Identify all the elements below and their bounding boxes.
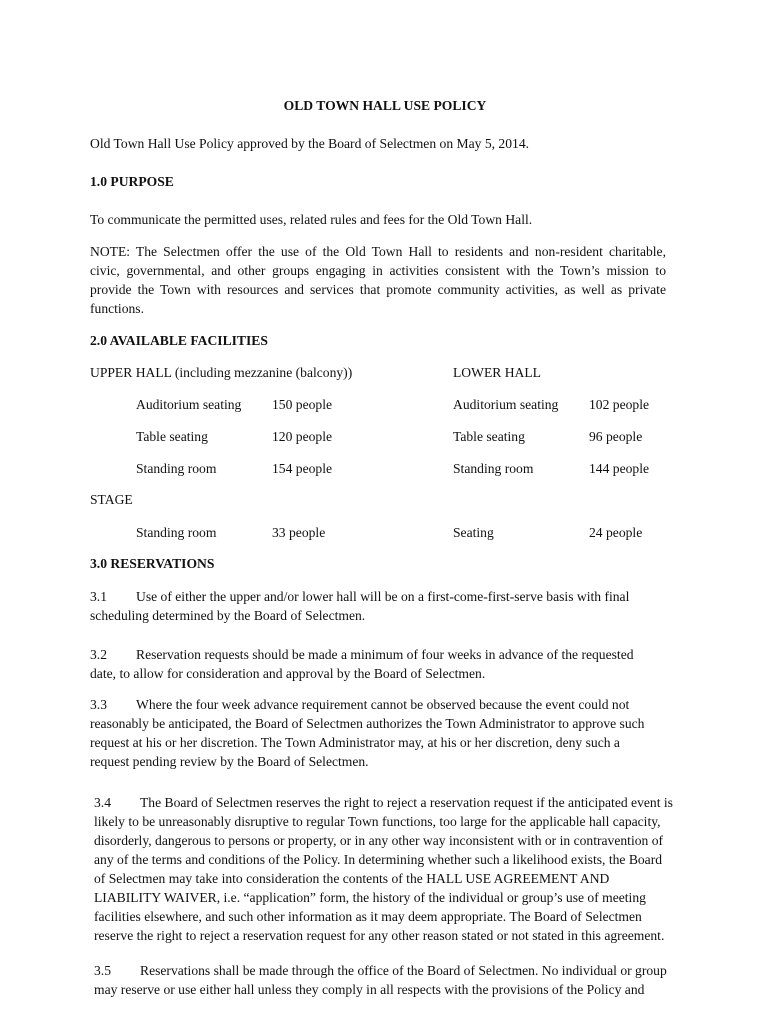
paragraph-3-2 — [90, 645, 670, 683]
paragraph-line: request at his or her discretion. The Town Administrator may, at his or her discretion, deny such a — [90, 735, 620, 750]
paragraph-line: likely to be unreasonably disruptive to regular Town functions, too large for the applicable hall capacity, — [94, 814, 661, 829]
paragraph-number: 3.4 — [94, 795, 111, 810]
paragraph-line: Where the four week advance requirement cannot be observed because the event could not — [136, 697, 630, 712]
section-heading-purpose: 1.0 PURPOSE — [90, 174, 174, 189]
note-paragraph — [90, 242, 666, 318]
lower-row-value: 96 people — [589, 429, 643, 444]
paragraph-3-5 — [94, 961, 676, 999]
paragraph-line: any of the terms and conditions of the Policy. In determining whether such a likelihood exists, the Board — [94, 852, 663, 867]
stage-right-label: Seating — [453, 525, 494, 540]
section-heading-reservations: 3.0 RESERVATIONS — [90, 556, 215, 571]
lower-row-label: Table seating — [453, 429, 525, 444]
lower-row-label: Auditorium seating — [453, 397, 559, 412]
paragraph-line: facilities elsewhere, and such other information as it may deem appropriate. The Board of Selectmen — [94, 909, 642, 924]
paragraph-line: may reserve or use either hall unless they comply in all respects with the provisions of the Policy and — [94, 982, 645, 997]
paragraph-line: reasonably be anticipated, the Board of Selectmen authorizes the Town Administrator to approve such — [90, 716, 645, 731]
paragraph-line: Use of either the upper and/or lower hall will be on a first-come-first-serve basis with final — [136, 589, 630, 604]
approval-line: Old Town Hall Use Policy approved by the Board of Selectmen on May 5, 2014. — [90, 136, 530, 151]
paragraph-number: 3.2 — [90, 647, 107, 662]
upper-hall-heading: UPPER HALL (including mezzanine (balcony)) — [90, 365, 353, 380]
note-line: functions. — [90, 301, 144, 316]
paragraph-line: Reservation requests should be made a minimum of four weeks in advance of the requested — [136, 647, 634, 662]
lower-row-label: Standing room — [453, 461, 534, 476]
paragraph-number: 3.1 — [90, 589, 107, 604]
paragraph-line: LIABILITY WAIVER, i.e. “application” form, the history of the individual or group’s use of meeting — [94, 890, 646, 905]
stage-left-value: 33 people — [272, 525, 326, 540]
section-heading-facilities: 2.0 AVAILABLE FACILITIES — [90, 333, 268, 348]
upper-row-label: Standing room — [136, 461, 217, 476]
paragraph-line: scheduling determined by the Board of Selectmen. — [90, 608, 366, 623]
note-line: civic, governmental, and other groups engaging in activities consistent with the Town’s mission to — [90, 263, 666, 278]
paragraph-line: reserve the right to reject a reservation request for any other reason stated or not stated in this agreement. — [94, 928, 665, 943]
lower-row-value: 102 people — [589, 397, 650, 412]
paragraph-3-3 — [90, 695, 670, 771]
document-title: OLD TOWN HALL USE POLICY — [283, 98, 487, 113]
upper-row-label: Auditorium seating — [136, 397, 242, 412]
upper-row-value: 120 people — [272, 429, 333, 444]
stage-right-value: 24 people — [589, 525, 643, 540]
note-line: provide the Town with resources and services that promote community activities, as well as private — [90, 282, 666, 297]
paragraph-line: Reservations shall be made through the office of the Board of Selectmen. No individual or group — [140, 963, 667, 978]
note-line: NOTE: The Selectmen offer the use of the Old Town Hall to residents and non-resident charitable, — [90, 244, 666, 259]
lower-hall-heading: LOWER HALL — [453, 365, 541, 380]
paragraph-3-4 — [94, 793, 676, 945]
stage-left-label: Standing room — [136, 525, 217, 540]
upper-row-value: 154 people — [272, 461, 333, 476]
stage-heading: STAGE — [90, 492, 133, 507]
paragraph-line: disorderly, dangerous to persons or property, or in any other way inconsistent with or in contravention of — [94, 833, 664, 848]
paragraph-line: request pending review by the Board of Selectmen. — [90, 754, 369, 769]
lower-row-value: 144 people — [589, 461, 650, 476]
paragraph-number: 3.3 — [90, 697, 107, 712]
paragraph-number: 3.5 — [94, 963, 111, 978]
upper-row-label: Table seating — [136, 429, 208, 444]
purpose-text: To communicate the permitted uses, related rules and fees for the Old Town Hall. — [90, 212, 533, 227]
upper-row-value: 150 people — [272, 397, 333, 412]
paragraph-line: of Selectmen may take into consideration the contents of the HALL USE AGREEMENT AND — [94, 871, 610, 886]
paragraph-3-1 — [90, 587, 670, 625]
paragraph-line: The Board of Selectmen reserves the right to reject a reservation request if the anticipated event is — [140, 795, 673, 810]
paragraph-line: date, to allow for consideration and approval by the Board of Selectmen. — [90, 666, 486, 681]
